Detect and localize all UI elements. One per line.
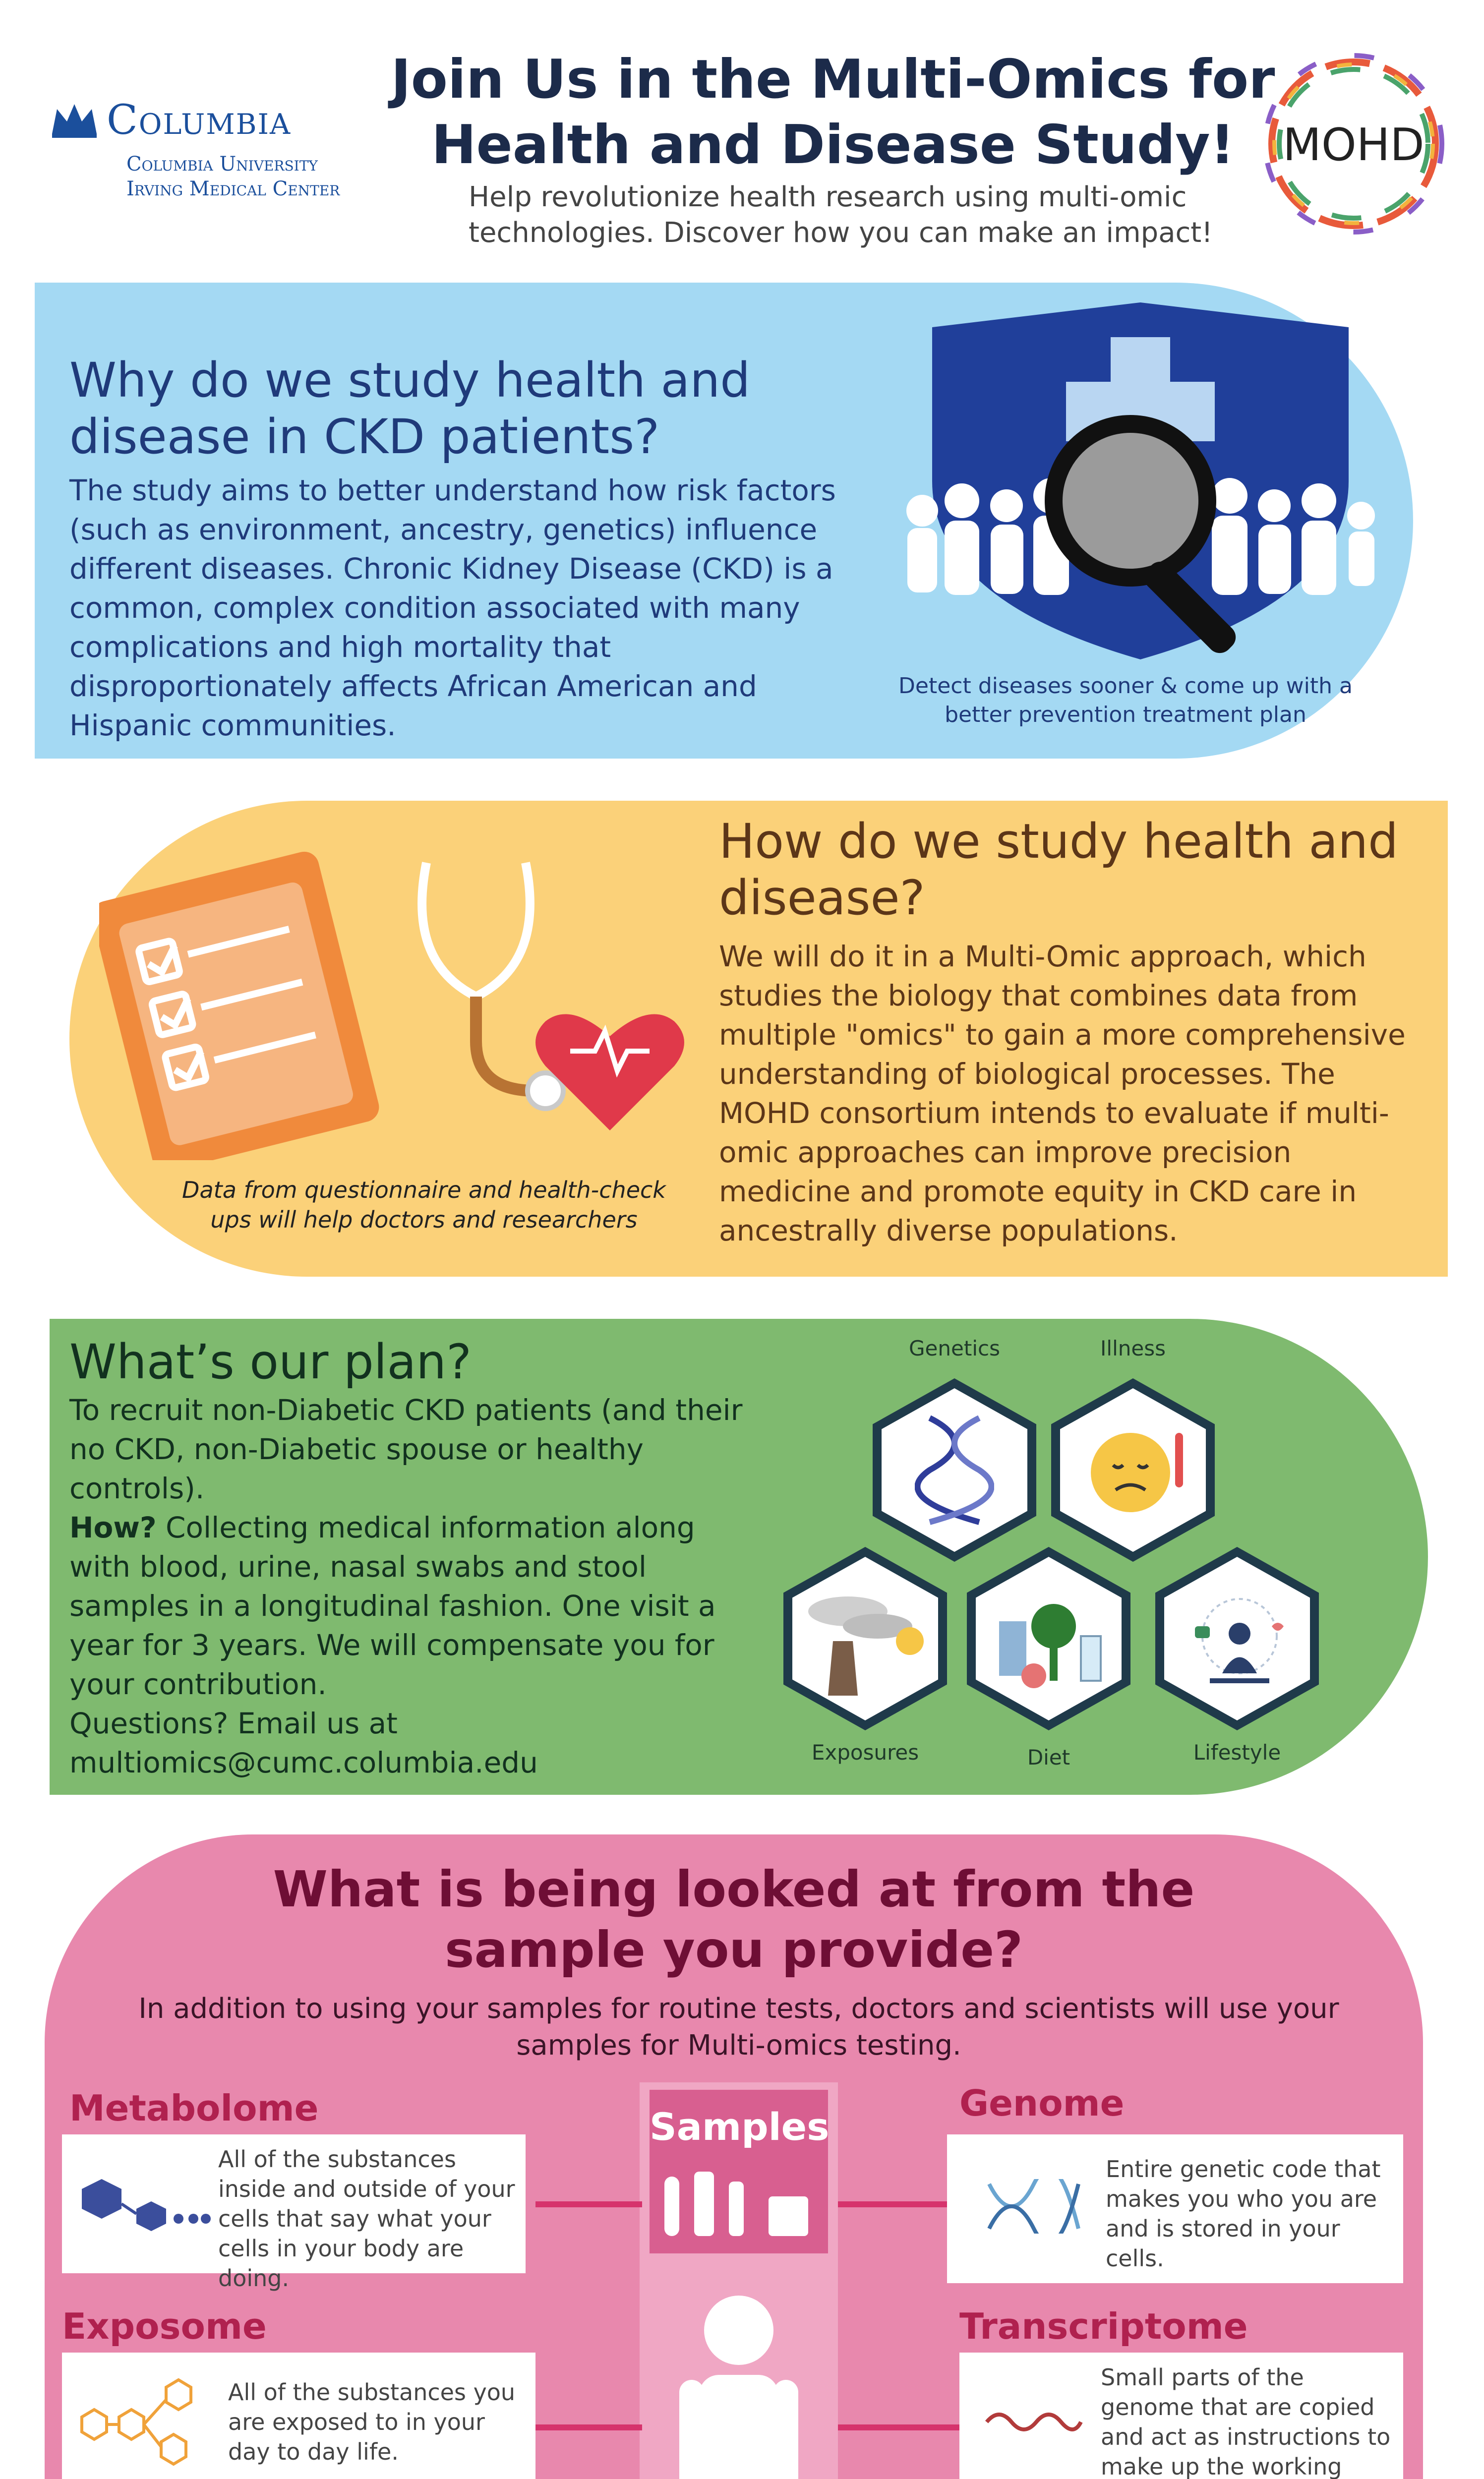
plan-heading: What’s our plan?	[69, 1334, 472, 1390]
exposome-card	[62, 2353, 535, 2479]
transcriptome-card	[959, 2353, 1403, 2479]
plan-body-how: Collecting medical information along with blood, urine, nasal swabs and stool samples in a longitudinal fashion. One visit a year for 3 years. We will compensate you for your contribution.	[69, 1511, 716, 1701]
why-body: The study aims to better understand how risk factors (such as environment, ancestry, genetics) influence different diseases. Chronic Kidney Disease (CKD) is a common, complex condition associated with many complications and high mortality that disproportionately affects African American and Hispanic communities.	[69, 473, 836, 742]
molecule-icon	[72, 2169, 211, 2243]
plan-email-link[interactable]: multiomics@cumc.columbia.edu	[69, 1746, 538, 1779]
exposome-text: All of the substances you are exposed to in your day to day life.	[228, 2379, 516, 2465]
dna-helix-icon	[987, 2179, 1081, 2234]
genome-card	[947, 2134, 1403, 2283]
exposome-connector	[535, 2424, 642, 2430]
clipboard-stethoscope-icon	[99, 833, 719, 1160]
samples-intro: In addition to using your samples for routine tests, doctors and scientists will use your samples for Multi-omics testing.	[138, 1993, 1339, 2062]
genome-text: Entire genetic code that makes you who you are and is stored in your cells.	[1106, 2156, 1381, 2272]
plan-questions: Questions? Email us at	[69, 1707, 398, 1740]
org-line1: Columbia University	[126, 153, 318, 176]
hex-label-lifestyle: Lifestyle	[1193, 1740, 1281, 1765]
hex-label-exposures: Exposures	[811, 1740, 919, 1765]
why-heading: Why do we study health and disease in CKD patients?	[69, 353, 751, 465]
org-line2: Irving Medical Center	[126, 177, 340, 200]
plan-body-recruit: To recruit non-Diabetic CKD patients (and their no CKD, non-Diabetic spouse or healthy controls).	[69, 1393, 743, 1505]
metabolome-connector	[535, 2201, 642, 2207]
meditation-icon	[1180, 1587, 1299, 1696]
plan-body	[69, 1391, 754, 1782]
hex-label-diet: Diet	[1027, 1745, 1070, 1770]
food-icon	[989, 1587, 1113, 1696]
factory-smoke-icon	[803, 1587, 932, 1701]
samples-heading: What is being looked at from the sample you provide?	[273, 1860, 1195, 1979]
why-caption: Detect diseases sooner & come up with a better prevention treatment plan	[898, 673, 1353, 727]
person-silhouette-icon	[674, 2291, 803, 2479]
samples-label: Samples	[650, 2105, 830, 2149]
page-title: Join Us in the Multi-Omics for Health and Disease Study!	[391, 49, 1275, 176]
shield-illustration	[892, 293, 1388, 669]
hex-label-genetics: Genetics	[909, 1336, 1000, 1360]
chemical-structure-icon	[72, 2377, 211, 2472]
mohd-logo-text: MOHD	[1283, 119, 1425, 171]
columbia-logo	[50, 94, 426, 208]
genome-connector	[838, 2201, 947, 2207]
exposome-title: Exposome	[62, 2305, 267, 2347]
hex-label-illness: Illness	[1100, 1336, 1166, 1360]
genome-title: Genome	[959, 2082, 1125, 2124]
how-body: We will do it in a Multi-Omic approach, which studies the biology that combines data from multiple "omics" to gain a more comprehensive understanding of biological processes. The MOHD consortium intends to evaluate if multi-omic approaches can improve precision medicine and promote equity in CKD care in ancestrally diverse populations.	[719, 940, 1406, 1247]
plan-how-label: How?	[69, 1511, 157, 1544]
mohd-logo	[1254, 40, 1453, 248]
rna-strand-icon	[984, 2407, 1083, 2437]
how-heading: How do we study health and disease?	[719, 814, 1399, 926]
metabolome-card	[62, 2134, 526, 2292]
sick-face-icon	[1081, 1423, 1190, 1522]
transcriptome-text: Small parts of the genome that are copied and act as instructions to make up the working	[1101, 2364, 1391, 2479]
transcriptome-title: Transcriptome	[959, 2305, 1248, 2347]
crown-icon	[50, 99, 99, 139]
metabolome-title: Metabolome	[69, 2087, 319, 2129]
page-subtitle: Help revolutionize health research using multi-omic technologies. Discover how you can make an impact!	[469, 181, 1213, 249]
org-name: Columbia	[107, 97, 292, 144]
clipboard-illustration	[99, 833, 719, 1160]
sample-tubes-icon	[654, 2167, 823, 2246]
dna-icon	[915, 1413, 994, 1527]
metabolome-text: All of the substances inside and outside of your cells that say what your cells in your body are doing.	[218, 2146, 515, 2292]
how-caption: Data from questionnaire and health-check ups will help doctors and researchers	[182, 1177, 666, 1233]
shield-magnifier-icon	[892, 293, 1388, 669]
transcriptome-connector	[838, 2424, 959, 2430]
